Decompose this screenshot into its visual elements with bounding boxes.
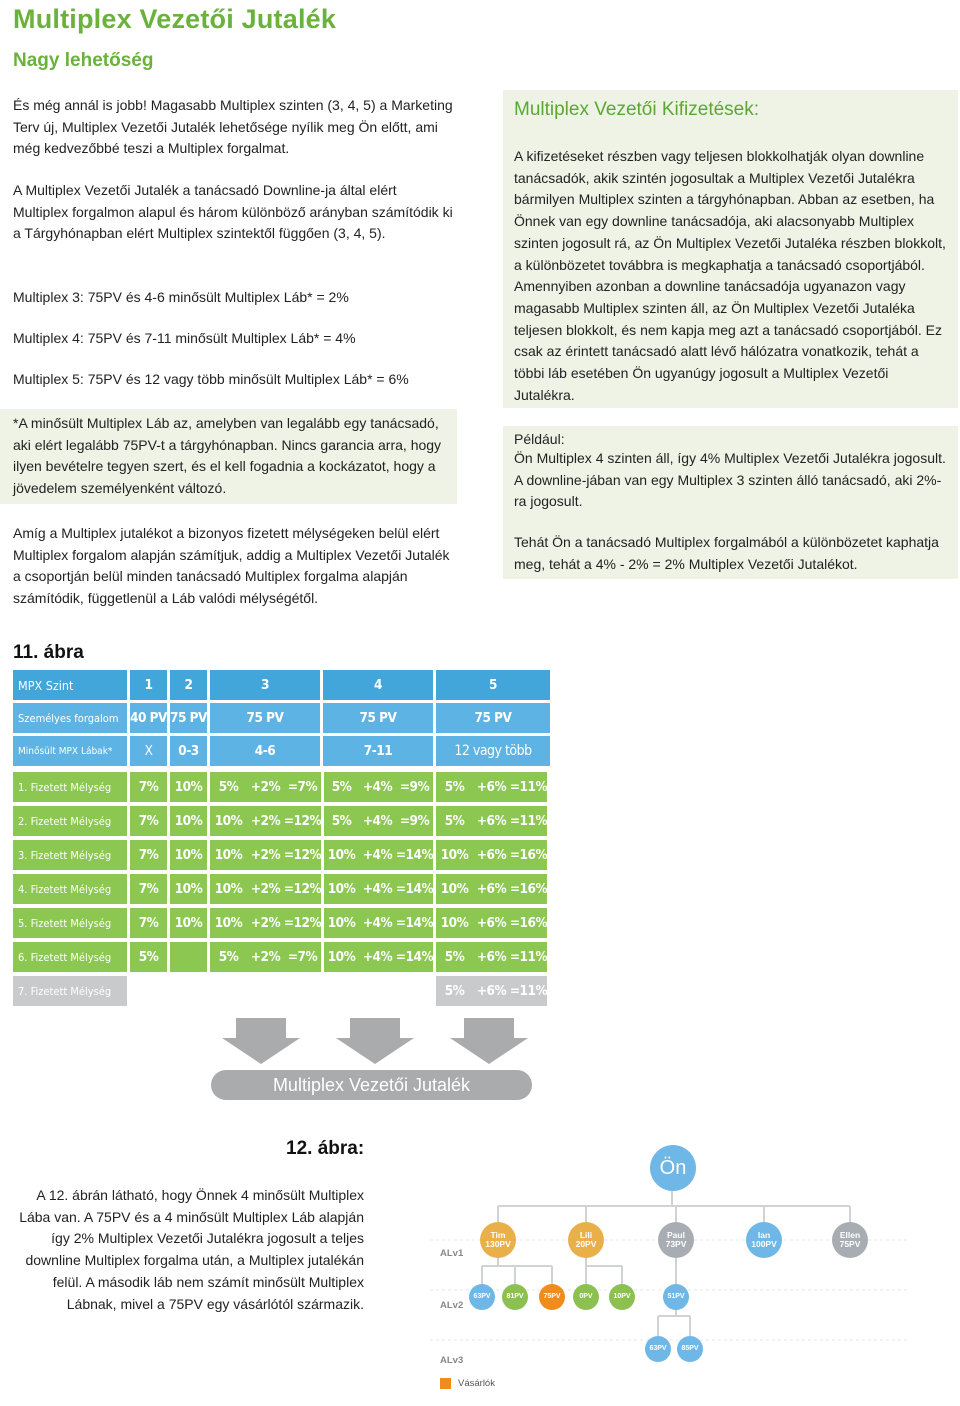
depth-value-cell: 10% xyxy=(210,874,247,904)
node-name: Ian xyxy=(757,1229,771,1240)
level-3-line: Multiplex 3: 75PV és 4-6 minősült Multiplex Láb* = 2% xyxy=(13,289,349,305)
qualified-leg-note: *A minősült Multiplex Láb az, amelyben van legalább egy tanácsadó, aki elért legalább 75PV-t a tárgyhónapban. Nincs garancia arra, hogy ilyen bevételre tegyen szert, és el kell fogadnia a kockázatot, hogy a jövedelem személyenként változó. xyxy=(13,415,442,497)
legs-cell: 4-6 xyxy=(210,736,320,766)
payout-paragraph: A kifizetéseket részben vagy teljesen blokkolhatják olyan downline tanácsadók, akik szintén jogosultak a Multiplex Vezetői Jutalékra bármilyen Multiplex szinten a tárgyhónapban. Abban az esetben, ha Önnek van egy downline tanácsadója, aki alacsonyabb Multiplex szinten jogosult rá, az Ön Multiplex Vezetői Jutaléka részben blokkolt, a különbözetet továbbra is megkaphatja a tanácsadó csoportjából. Amennyiben azonban a downline tanácsadója ugyanazon vagy magasabb Multiplex szinten áll, az Ön Multiplex Vezetői Jutaléka teljesen blokkolt, és nem kapja meg azt a tanácsadó csoportjából. Ez csak az érintett tanácsadó alatt lévő hálózatra vonatkozik, tehát a többi láb esetében Ön ugyanúgy jogosult a Multiplex Vezetői Jutalékra. xyxy=(514,148,946,403)
depth-value-cell: 10% xyxy=(324,840,359,870)
level-1-node xyxy=(746,1222,782,1258)
depth-value-cell: 5% xyxy=(324,806,359,836)
level-2-node: 10PV xyxy=(609,1284,635,1310)
arrow-down-icon xyxy=(336,1018,414,1064)
level-1-node xyxy=(480,1222,516,1258)
node-name: Lili xyxy=(579,1229,593,1240)
description-paragraph: A Multiplex Vezetői Jutalék a tanácsadó Downline-ja által elért Multiplex forgalmon alapul és három különböző arányban számítódik ki a Tárgyhónapban elért Multiplex szintektől függően (3, 4, 5). xyxy=(13,182,453,242)
depth-value-cell xyxy=(170,942,207,972)
example-label: Például: xyxy=(514,431,565,447)
level-2-node: 81PV xyxy=(502,1284,528,1310)
node-name: Paul xyxy=(667,1229,685,1240)
depth-value-cell: +6% xyxy=(473,874,510,904)
depth-value-cell: =12% xyxy=(284,908,321,938)
depth-value-cell: 10% xyxy=(436,840,473,870)
depth-value-cell: 5% xyxy=(210,942,247,972)
level-cell: 2 xyxy=(170,670,207,700)
level-2-node: 63PV xyxy=(469,1284,495,1310)
depth-value-cell: =7% xyxy=(284,772,321,802)
depth-value-cell: +6% xyxy=(473,772,510,802)
node-pv: 130PV xyxy=(485,1239,511,1249)
depth-value-cell: +6% xyxy=(473,976,510,1006)
depth-value-cell: 10% xyxy=(170,908,207,938)
depth-value-cell xyxy=(359,976,396,1006)
figure-11-title: 11. ábra xyxy=(13,642,84,663)
depth-value-cell xyxy=(170,976,207,1006)
depth-value-cell xyxy=(130,976,167,1006)
depth-value-cell: =16% xyxy=(510,908,547,938)
intro-paragraph: És még annál is jobb! Magasabb Multiplex szinten (3, 4, 5) a Marketing Terv új, Multiplex Vezetői Jutalék lehetősége nyílik meg Ön előtt, ami még kedvezőbbé teszi a Multiplex forgalmat. xyxy=(13,97,453,157)
depth-value-cell: +6% xyxy=(473,806,510,836)
node-pv: 100PV xyxy=(751,1239,777,1249)
level-2-node: 51PV xyxy=(663,1284,689,1310)
depth-value-cell: +4% xyxy=(359,942,396,972)
level-1-node xyxy=(658,1222,694,1258)
depth-value-cell: =11% xyxy=(510,772,547,802)
level-1-node xyxy=(832,1222,868,1258)
commission-banner: Multiplex Vezetői Jutalék xyxy=(211,1070,532,1100)
depth-value-cell: 7% xyxy=(130,772,167,802)
pv-cell: 40 PV xyxy=(130,703,167,733)
pv-cell: 75 PV xyxy=(170,703,207,733)
depth-value-cell: 10% xyxy=(170,874,207,904)
figure-12-caption: A 12. ábrán látható, hogy Önnek 4 minősült Multiplex Lába van. A 75PV és a 4 minősült Multiplex Láb alapján így 2% Multiplex Vezetői Jutalékra jogosult a teljes downline Multiplex forgalma után, a Multiplex jutalékán felül. A második láb nem számít minősült Multiplex Lábnak, mivel a 75PV egy vásárlótól származik. xyxy=(19,1187,364,1312)
level-3-node: 85PV xyxy=(677,1336,703,1362)
personal-pv-label: Személyes forgalom xyxy=(13,703,127,733)
depth-value-cell: =16% xyxy=(510,874,547,904)
depth-value-cell: 5% xyxy=(210,772,247,802)
depth-value-cell: 10% xyxy=(436,874,473,904)
payout-heading: Multiplex Vezetői Kifizetések: xyxy=(514,99,760,120)
level-3-label: ALv3 xyxy=(440,1355,464,1366)
personal-pv-row xyxy=(13,703,550,733)
level-4-line: Multiplex 4: 75PV és 7-11 minősült Multiplex Láb* = 4% xyxy=(13,330,356,346)
depth-value-cell: +4% xyxy=(359,908,396,938)
depth-value-cell xyxy=(396,976,433,1006)
depth-label: 7. Fizetett Mélység xyxy=(13,976,127,1006)
depth-row xyxy=(13,772,547,802)
depth-value-cell xyxy=(247,976,284,1006)
depth-value-cell: =14% xyxy=(396,840,433,870)
depth-value-cell: =16% xyxy=(510,840,547,870)
depth-value-cell: +2% xyxy=(247,772,284,802)
customer-legend-label: Vásárlók xyxy=(458,1378,495,1389)
depth-label: 5. Fizetett Mélység xyxy=(13,908,127,938)
legs-cell: X xyxy=(130,736,167,766)
payout-box xyxy=(503,90,958,408)
depth-value-cell: =12% xyxy=(284,840,321,870)
depth-value-cell: =9% xyxy=(396,772,433,802)
depth-value-cell: 7% xyxy=(130,806,167,836)
node-pv: 73PV xyxy=(665,1239,687,1249)
node-pv: 20PV xyxy=(575,1239,597,1249)
depth-value-cell: =11% xyxy=(510,806,547,836)
depth-value-cell: +4% xyxy=(359,840,396,870)
depth-value-cell: 10% xyxy=(324,908,359,938)
depth-value-cell: 5% xyxy=(436,806,473,836)
depth-row xyxy=(13,976,547,1006)
depth-value-cell: 10% xyxy=(170,806,207,836)
depth-value-cell: 5% xyxy=(436,772,473,802)
root-node: Ön xyxy=(650,1145,696,1191)
level-1-node xyxy=(568,1222,604,1258)
level-2-label: ALv2 xyxy=(440,1300,464,1311)
depth-label: 3. Fizetett Mélység xyxy=(13,840,127,870)
pv-cell: 75 PV xyxy=(323,703,433,733)
depth-row xyxy=(13,806,547,836)
node-name: Ellen xyxy=(839,1229,861,1240)
depth-value-cell: +2% xyxy=(247,874,284,904)
depth-row xyxy=(13,942,547,972)
depth-value-cell: 10% xyxy=(170,840,207,870)
depth-value-cell xyxy=(210,976,247,1006)
depth-value-cell: 10% xyxy=(324,942,359,972)
depth-label: 1. Fizetett Mélység xyxy=(13,772,127,802)
depth-value-cell: 5% xyxy=(130,942,167,972)
depth-value-cell: 5% xyxy=(324,772,359,802)
level-3-node: 63PV xyxy=(645,1336,671,1362)
level-2-node: 75PV xyxy=(539,1284,565,1310)
depth-value-cell: =11% xyxy=(510,976,547,1006)
depth-value-cell: 10% xyxy=(210,908,247,938)
example-paragraph: Ön Multiplex 4 szinten áll, így 4% Multiplex Vezetői Jutalékra jogosult. A downline-jában van egy Multiplex 3 szinten álló tanácsadó, aki 2%-ra jogosult. xyxy=(514,450,946,510)
qualified-legs-label: Minősült MPX Lábak* xyxy=(13,736,127,766)
mpx-level-label: MPX Szint xyxy=(13,670,127,700)
comparison-paragraph: Amíg a Multiplex jutalékot a bizonyos fizetett mélységeken belül elért Multiplex forgalom alapján számítjuk, addig a Multiplex Vezetői Jutalék a csoportján belül minden tanácsadó Multiplex forgalma alapján számítódik, függetlenül a Láb valódi mélységétől. xyxy=(13,525,450,607)
depth-value-cell: =9% xyxy=(396,806,433,836)
level-cell: 4 xyxy=(323,670,433,700)
arrow-down-icon xyxy=(450,1018,528,1064)
mpx-level-row xyxy=(13,670,550,700)
depth-value-cell: +6% xyxy=(473,942,510,972)
depth-value-cell: +4% xyxy=(359,874,396,904)
level-cell: 3 xyxy=(210,670,320,700)
depth-value-cell xyxy=(324,976,359,1006)
depth-value-cell: =12% xyxy=(284,806,321,836)
level-cell: 1 xyxy=(130,670,167,700)
depth-value-cell: =11% xyxy=(510,942,547,972)
depth-value-cell: 7% xyxy=(130,908,167,938)
depth-value-cell: =14% xyxy=(396,908,433,938)
example-box xyxy=(503,426,958,579)
depth-value-cell: =12% xyxy=(284,874,321,904)
depth-label: 2. Fizetett Mélység xyxy=(13,806,127,836)
downline-diagram xyxy=(430,1140,930,1400)
node-name: Tim xyxy=(490,1229,506,1240)
depth-value-cell: +4% xyxy=(359,806,396,836)
depth-value-cell: =14% xyxy=(396,874,433,904)
figure-12-title: 12. ábra: xyxy=(286,1138,365,1159)
depth-value-cell: +2% xyxy=(247,908,284,938)
pv-cell: 75 PV xyxy=(436,703,550,733)
level-5-line: Multiplex 5: 75PV és 12 vagy több minősült Multiplex Láb* = 6% xyxy=(13,371,409,387)
depth-value-cell: +2% xyxy=(247,942,284,972)
depth-value-cell: +2% xyxy=(247,840,284,870)
note-box xyxy=(0,409,457,504)
depth-value-cell: +4% xyxy=(359,772,396,802)
depth-value-cell: 5% xyxy=(436,942,473,972)
node-pv: 75PV xyxy=(839,1239,861,1249)
depth-label: 6. Fizetett Mélység xyxy=(13,942,127,972)
depth-value-cell: 10% xyxy=(210,806,247,836)
depth-row xyxy=(13,840,547,870)
depth-value-cell: +6% xyxy=(473,840,510,870)
pv-cell: 75 PV xyxy=(210,703,320,733)
legs-cell: 12 vagy több xyxy=(436,736,550,766)
depth-value-cell: 7% xyxy=(130,840,167,870)
depth-value-cell: =7% xyxy=(284,942,321,972)
level-1-label: ALv1 xyxy=(440,1248,464,1259)
depth-value-cell: 5% xyxy=(436,976,473,1006)
depth-value-cell: 10% xyxy=(324,874,359,904)
page-title: Multiplex Vezetői Jutalék xyxy=(13,4,337,34)
depth-row xyxy=(13,908,547,938)
depth-value-cell: +2% xyxy=(247,806,284,836)
page-subtitle: Nagy lehetőség xyxy=(13,50,154,71)
customer-legend-swatch xyxy=(440,1378,451,1389)
depth-value-cell: 10% xyxy=(170,772,207,802)
level-2-node: 0PV xyxy=(573,1284,599,1310)
arrow-down-icon xyxy=(222,1018,300,1064)
legs-cell: 7-11 xyxy=(323,736,433,766)
depth-value-cell: 10% xyxy=(436,908,473,938)
qualified-legs-row xyxy=(13,736,550,766)
depth-value-cell: =14% xyxy=(396,942,433,972)
depth-value-cell: 7% xyxy=(130,874,167,904)
legs-cell: 0-3 xyxy=(170,736,207,766)
depth-value-cell xyxy=(284,976,321,1006)
level-cell: 5 xyxy=(436,670,550,700)
depth-value-cell: +6% xyxy=(473,908,510,938)
depth-value-cell: 10% xyxy=(210,840,247,870)
example-conclusion: Tehát Ön a tanácsadó Multiplex forgalmából a különbözetet kaphatja meg, tehát a 4% - 2% = 2% Multiplex Vezetői Jutalékot. xyxy=(514,534,939,572)
depth-label: 4. Fizetett Mélység xyxy=(13,874,127,904)
depth-row xyxy=(13,874,547,904)
